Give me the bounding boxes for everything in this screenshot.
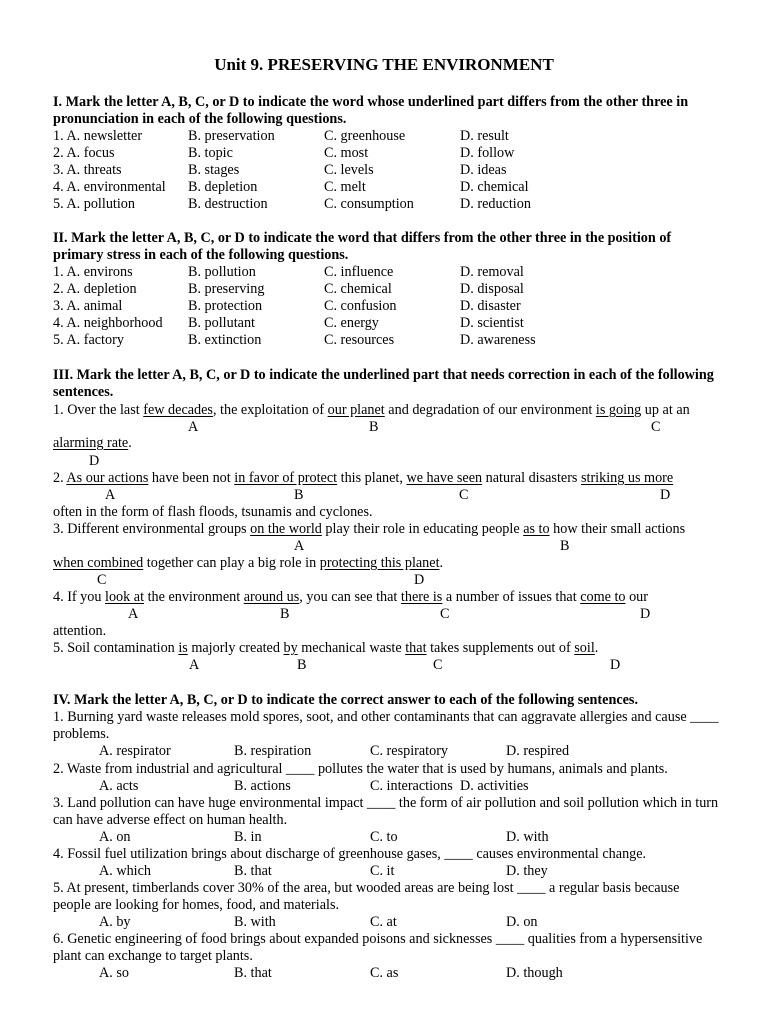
s1-question-row: [0, 145, 768, 162]
option-d: D. on: [506, 914, 538, 930]
option-a: 2. A. depletion: [53, 281, 137, 297]
option-a: A. by: [99, 914, 131, 930]
sentence-text: 1. Over the last: [53, 402, 144, 418]
letter-label-b: B: [297, 657, 307, 673]
underlined-part-b: our planet: [327, 402, 385, 418]
option-b: B. respiration: [234, 743, 312, 759]
underlined-part-c: is going: [595, 402, 642, 418]
section-2-heading-cont: primary stress in each of the following questions.: [53, 247, 349, 263]
s2-question-row: [0, 315, 768, 332]
sentence-text: .: [594, 640, 599, 656]
option-d: D. ideas: [460, 162, 507, 178]
s3-question-5: [53, 640, 598, 657]
section-4-heading: IV. Mark the letter A, B, C, or D to indicate the correct answer to each of the following sentences.: [53, 692, 638, 708]
s4-question-stem: 5. At present, timberlands cover 30% of the area, but wooded areas are being lost ____ a regular basis because: [53, 880, 680, 896]
s3-question-4-cont: attention.: [53, 623, 107, 639]
option-d: D. disposal: [460, 281, 524, 297]
underlined-part-d: striking us more: [580, 470, 674, 486]
letter-label-d: D: [640, 606, 651, 622]
option-a: 3. A. animal: [53, 298, 123, 314]
underlined-part-a: look at: [105, 589, 145, 605]
sentence-text: , you can see that: [299, 589, 401, 605]
section-1-heading: I. Mark the letter A, B, C, or D to indicate the word whose underlined part differs from the other three in: [53, 94, 689, 110]
option-d: D. respired: [506, 743, 570, 759]
letter-label-d: D: [414, 572, 425, 588]
option-c: C. interactions: [370, 778, 453, 794]
option-d: D. with: [506, 829, 549, 845]
option-d: D. follow: [460, 145, 515, 161]
option-c: C. energy: [324, 315, 379, 331]
option-b: B. protection: [188, 298, 263, 314]
option-c: C. resources: [324, 332, 395, 348]
s4-question-stem: 1. Burning yard waste releases mold spores, soot, and other contaminants that can aggravate allergies and cause ____: [53, 709, 719, 725]
s3-question-1-cont: [53, 435, 132, 452]
s4-options-row: [0, 965, 768, 982]
sentence-text: up at an: [641, 402, 690, 418]
sentence-text: .: [439, 555, 444, 571]
option-c: C. greenhouse: [324, 128, 406, 144]
letter-label-c: C: [459, 487, 469, 503]
letter-label-b: B: [280, 606, 290, 622]
option-c: C. respiratory: [370, 743, 449, 759]
letter-label-b: B: [294, 487, 304, 503]
underlined-part-c: when combined: [53, 555, 144, 571]
letter-label-c: C: [97, 572, 107, 588]
letter-label-b: B: [560, 538, 570, 554]
option-d: D. chemical: [460, 179, 529, 195]
option-c: C. influence: [324, 264, 394, 280]
option-d: D. reduction: [460, 196, 531, 212]
s3-question-4: [53, 589, 648, 606]
s4-question-stem-cont: people are looking for homes, food, and materials.: [53, 897, 340, 913]
underlined-part-b: by: [283, 640, 298, 656]
letter-label-b: B: [369, 419, 379, 435]
sentence-text: have been not: [148, 470, 235, 486]
option-a: 5. A. pollution: [53, 196, 135, 212]
underlined-part-a: on the world: [250, 521, 322, 537]
option-b: B. pollution: [188, 264, 256, 280]
option-b: B. actions: [234, 778, 291, 794]
s2-question-row: [0, 281, 768, 298]
section-3-heading: III. Mark the letter A, B, C, or D to indicate the underlined part that needs correction in each of the following: [53, 367, 714, 383]
s1-question-row: [0, 128, 768, 145]
option-a: A. respirator: [99, 743, 171, 759]
letter-label-c: C: [651, 419, 661, 435]
sentence-text: this planet,: [337, 470, 407, 486]
underlined-part-d: soil: [574, 640, 595, 656]
sentence-text: the environment: [144, 589, 244, 605]
sentence-text: 4. If you: [53, 589, 106, 605]
option-c: C. at: [370, 914, 397, 930]
s3-question-3-cont: [53, 555, 443, 572]
option-b: B. preservation: [188, 128, 275, 144]
option-b: B. stages: [188, 162, 240, 178]
option-c: C. consumption: [324, 196, 414, 212]
sentence-text: together can play a big role in: [143, 555, 320, 571]
sentence-text: natural disasters: [482, 470, 581, 486]
option-b: B. depletion: [188, 179, 258, 195]
sentence-text: play their role in educating people: [321, 521, 524, 537]
option-b: B. topic: [188, 145, 233, 161]
sentence-text: majorly created: [187, 640, 284, 656]
sentence-text: and degradation of our environment: [384, 402, 596, 418]
option-c: C. as: [370, 965, 399, 981]
sentence-text: , the exploitation of: [212, 402, 328, 418]
sentence-text: 2.: [53, 470, 67, 486]
option-b: B. with: [234, 914, 276, 930]
letter-label-a: A: [189, 657, 200, 673]
option-a: 1. A. environs: [53, 264, 133, 280]
s4-question-stem: 2. Waste from industrial and agricultural ____ pollutes the water that is used by humans, animals and plants.: [53, 761, 668, 777]
section-1-heading-cont: pronunciation in each of the following questions.: [53, 111, 347, 127]
option-b: B. pollutant: [188, 315, 255, 331]
underlined-part-a: is: [178, 640, 188, 656]
option-a: A. so: [99, 965, 129, 981]
sentence-text: 5. Soil contamination: [53, 640, 179, 656]
option-b: B. preserving: [188, 281, 265, 297]
letter-label-a: A: [294, 538, 305, 554]
s4-question-stem: 4. Fossil fuel utilization brings about discharge of greenhouse gases, ____ causes environmental change.: [53, 846, 647, 862]
s1-question-row: [0, 179, 768, 196]
s4-options-row: [0, 743, 768, 760]
s2-question-row: [0, 332, 768, 349]
s2-question-row: [0, 298, 768, 315]
underlined-part-d: protecting this planet: [319, 555, 440, 571]
option-a: 4. A. environmental: [53, 179, 166, 195]
sentence-text: how their small actions: [549, 521, 686, 537]
option-b: B. that: [234, 863, 272, 879]
option-b: B. destruction: [188, 196, 268, 212]
sentence-text: 3. Different environmental groups: [53, 521, 251, 537]
sentence-text: .: [128, 435, 132, 451]
option-c: C. to: [370, 829, 398, 845]
option-d: D. result: [460, 128, 509, 144]
s4-options-row: [0, 829, 768, 846]
s4-question-stem: 6. Genetic engineering of food brings about expanded poisons and sicknesses ____ qualities from a hypersensitive: [53, 931, 703, 947]
letter-label-c: C: [433, 657, 443, 673]
option-c: C. it: [370, 863, 395, 879]
letter-label-a: A: [188, 419, 199, 435]
option-c: C. chemical: [324, 281, 392, 297]
underlined-part-d: alarming rate: [53, 435, 129, 451]
option-c: C. most: [324, 145, 369, 161]
s4-question-stem: 3. Land pollution can have huge environmental impact ____ the form of air pollution and soil pollution which in turn: [53, 795, 719, 811]
letter-label-d: D: [660, 487, 671, 503]
option-d: D. activities: [460, 778, 529, 794]
s2-question-row: [0, 264, 768, 281]
option-d: D. they: [506, 863, 548, 879]
letter-label-a: A: [105, 487, 116, 503]
s3-question-2-cont: often in the form of flash floods, tsunamis and cyclones.: [53, 504, 373, 520]
s4-question-stem-cont: problems.: [53, 726, 110, 742]
sentence-text: a number of issues that: [442, 589, 581, 605]
option-c: C. levels: [324, 162, 374, 178]
s4-options-row: [0, 778, 768, 795]
underlined-part-b: in favor of protect: [234, 470, 338, 486]
underlined-part-c: that: [405, 640, 427, 656]
sentence-text: our: [625, 589, 648, 605]
underlined-part-b: around us: [243, 589, 300, 605]
option-d: D. removal: [460, 264, 524, 280]
option-b: B. in: [234, 829, 262, 845]
option-c: C. confusion: [324, 298, 397, 314]
option-a: 2. A. focus: [53, 145, 115, 161]
s3-question-2: [53, 470, 673, 487]
underlined-part-d: come to: [580, 589, 626, 605]
page-title: Unit 9. PRESERVING THE ENVIRONMENT: [214, 55, 554, 74]
s1-question-row: [0, 196, 768, 213]
section-3-heading-cont: sentences.: [53, 384, 114, 400]
s1-question-row: [0, 162, 768, 179]
underlined-part-b: as to: [523, 521, 550, 537]
section-2-heading: II. Mark the letter A, B, C, or D to indicate the word that differs from the other three in the position of: [53, 230, 672, 246]
option-a: 5. A. factory: [53, 332, 124, 348]
option-c: C. melt: [324, 179, 366, 195]
underlined-part-a: few decades: [143, 402, 213, 418]
option-a: A. which: [99, 863, 152, 879]
option-d: D. awareness: [460, 332, 536, 348]
option-a: 4. A. neighborhood: [53, 315, 163, 331]
letter-label-c: C: [440, 606, 450, 622]
option-d: D. scientist: [460, 315, 524, 331]
option-a: A. on: [99, 829, 131, 845]
s4-question-stem-cont: plant can exchange to target plants.: [53, 948, 253, 964]
option-b: B. that: [234, 965, 272, 981]
underlined-part-c: there is: [400, 589, 443, 605]
s4-options-row: [0, 914, 768, 931]
option-a: A. acts: [99, 778, 139, 794]
s4-options-row: [0, 863, 768, 880]
s3-question-1: [53, 402, 690, 419]
sentence-text: takes supplements out of: [426, 640, 575, 656]
underlined-part-a: As our actions: [66, 470, 149, 486]
option-a: 1. A. newsletter: [53, 128, 143, 144]
s3-question-3: [53, 521, 685, 538]
underlined-part-c: we have seen: [406, 470, 483, 486]
option-b: B. extinction: [188, 332, 262, 348]
letter-label-a: A: [128, 606, 139, 622]
s4-question-stem-cont: can have adverse effect on human health.: [53, 812, 288, 828]
option-d: D. though: [506, 965, 563, 981]
sentence-text: mechanical waste: [297, 640, 406, 656]
letter-label-d: D: [610, 657, 621, 673]
option-a: 3. A. threats: [53, 162, 122, 178]
option-d: D. disaster: [460, 298, 521, 314]
letter-label-d: D: [89, 453, 100, 469]
